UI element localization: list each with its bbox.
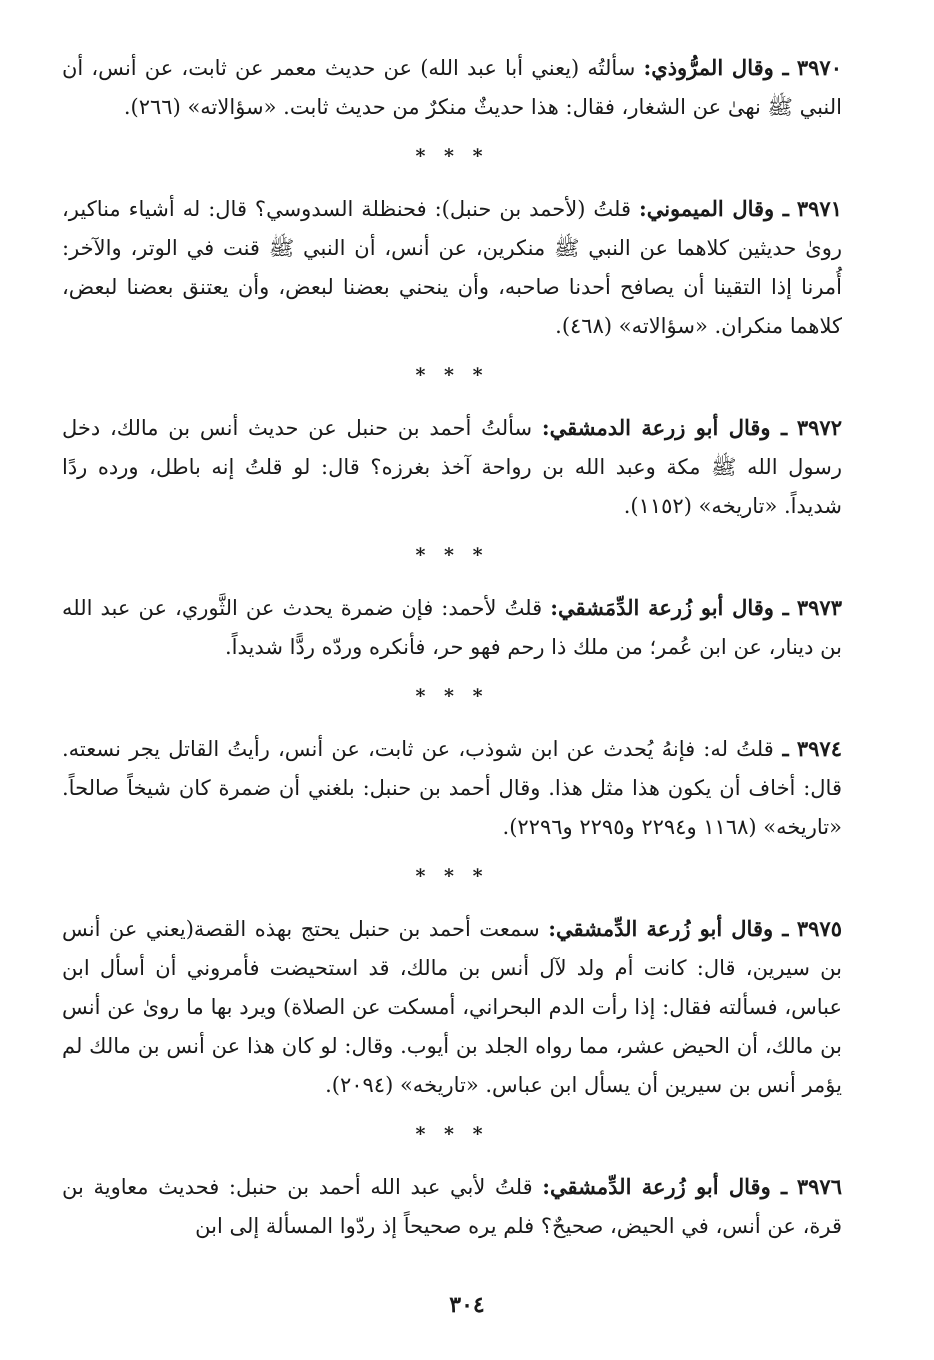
entry-number: ٣٩٧٥ [796, 916, 842, 941]
entry-3970: ٣٩٧٠ ـ وقال المرُّوذي: سألتُه (يعني أبا عبد الله) عن حديث معمر عن ثابت، عن أنس، أن النبي ﷺ نهىٰ عن الشغار، فقال: هذا حديثٌ منكرٌ من حديث ثابت. «سؤالاته» (٢٦٦). [62, 55, 842, 119]
entry-heading: وقال الميموني: [638, 196, 775, 221]
page-number: ٣٠٤ [449, 1292, 485, 1318]
entry-text: قلتُ (لأحمد بن حنبل): فحنظلة السدوسي؟ قال: له أشياء مناكير، روىٰ حديثين كلاهما عن النبي ﷺ منكرين، عن أنس، أن النبي ﷺ قنت في الوتر، والآخر: أُمرنا إذا التقينا أن يصافح أحدنا صاحبه، وأن ينحني بعضنا لبعض، وأن يعتنق بعضنا لبعض، كلاهما منكران. «سؤالاته» (٤٦٨). [62, 197, 842, 338]
entry-number: ٣٩٧٤ [796, 736, 842, 761]
page-body [62, 48, 842, 1338]
section-separator: * * * [415, 145, 489, 167]
section-separator: * * * [415, 364, 489, 386]
entry-3975: ٣٩٧٥ ـ وقال أبو زُرعة الدِّمشقي: سمعت أحمد بن حنبل يحتج بهذه القصة(يعني عن أنس بن سيرين، قال: كانت أم ولد لآل أنس بن مالك، قد استحيضت فأمروني أن أسأل ابن عباس، فسألته فقال: إذا رأت الدم البحراني، أمسكت عن الصلاة) ويرد بها ما روىٰ عن أنس بن مالك، أن الحيض عشر، مما رواه الجلد بن أيوب. وقال: لو كان هذا عن أنس بن مالك لم يؤمر أنس بن سيرين أن يسأل ابن عباس. «تاريخه» (٢٠٩٤). [62, 916, 842, 1097]
entry-heading: وقال أبو زُرعة الدِّمشقي: [548, 916, 774, 941]
entry-text: قلتُ لأحمد: فإن ضمرة يحدث عن الثَّوري، عن عبد الله بن دينار، عن ابن عُمر؛ من ملك ذا رحم فهو حر، فأنكره وردّه ردًّا شديداً. [62, 596, 842, 659]
entry-text: سمعت أحمد بن حنبل يحتج بهذه القصة(يعني عن أنس بن سيرين، قال: كانت أم ولد لآل أنس بن مالك، قد استحيضت فأمروني أن أسأل ابن عباس، فسألته فقال: إذا رأت الدم البحراني، أمسكت عن الصلاة) ويرد بها ما روىٰ عن أنس بن مالك، أن الحيض عشر، مما رواه الجلد بن أيوب. وقال: لو كان هذا عن أنس بن مالك لم يؤمر أنس بن سيرين أن يسأل ابن عباس. «تاريخه» (٢٠٩٤). [62, 917, 842, 1097]
entry-heading: وقال المرُّوذي: [643, 55, 774, 80]
entry-heading: وقال أبو زُرعة الدِّمَشقي: [550, 595, 774, 620]
entry-number: ٣٩٧٢ [796, 415, 842, 440]
entry-3974: ٣٩٧٤ ـ قلتُ له: فإنهُ يُحدث عن ابن شوذب، عن ثابت، عن أنس، رأيتُ القاتل يجر نسعته. قال: أخاف أن يكون هذا مثل هذا. وقال أحمد بن حنبل: بلغني أن ضمرة كان شيخاً صالحاً. «تاريخه» (١١٦٨ و٢٢٩٤ و٢٢٩٥ و٢٢٩٦). [62, 736, 842, 839]
entry-text: سألتُ أحمد بن حنبل عن حديث أنس بن مالك، دخل رسول الله ﷺ مكة وعبد الله بن رواحة آخذ بغرزه؟ قال: لو قلتُ إنه باطل، ورده ردًا شديداً. «تاريخه» (١١٥٢). [62, 416, 842, 518]
entry-heading: وقال أبو زُرعة الدِّمشقي: [542, 1174, 771, 1199]
entry-number: ٣٩٧٣ [796, 595, 842, 620]
entry-3973: ٣٩٧٣ ـ وقال أبو زُرعة الدِّمَشقي: قلتُ لأحمد: فإن ضمرة يحدث عن الثَّوري، عن عبد الله بن دينار، عن ابن عُمر؛ من ملك ذا رحم فهو حر، فأنكره وردّه ردًّا شديداً. [62, 595, 842, 659]
entry-text: قلتُ لأبي عبد الله أحمد بن حنبل: فحديث معاوية بن قرة، عن أنس، في الحيض، صحيحٌ؟ فلم يره صحيحاً إذ ردّوا المسألة إلى ابن [62, 1175, 842, 1238]
section-separator: * * * [415, 865, 489, 887]
entry-heading: وقال أبو زرعة الدمشقي: [541, 415, 771, 440]
entry-3976: ٣٩٧٦ ـ وقال أبو زُرعة الدِّمشقي: قلتُ لأبي عبد الله أحمد بن حنبل: فحديث معاوية بن قرة، عن أنس، في الحيض، صحيحٌ؟ فلم يره صحيحاً إذ ردّوا المسألة إلى ابن [62, 1174, 842, 1238]
section-separator: * * * [415, 685, 489, 707]
entry-3971: ٣٩٧١ ـ وقال الميموني: قلتُ (لأحمد بن حنبل): فحنظلة السدوسي؟ قال: له أشياء مناكير، روىٰ حديثين كلاهما عن النبي ﷺ منكرين، عن أنس، أن النبي ﷺ قنت في الوتر، والآخر: أُمرنا إذا التقينا أن يصافح أحدنا صاحبه، وأن ينحني بعضنا لبعض، وأن يعتنق بعضنا لبعض، كلاهما منكران. «سؤالاته» (٤٦٨). [62, 196, 842, 338]
entry-number: ٣٩٧٠ [796, 55, 842, 80]
entry-text: سألتُه (يعني أبا عبد الله) عن حديث معمر عن ثابت، عن أنس، أن النبي ﷺ نهىٰ عن الشغار، فقال: هذا حديثٌ منكرٌ من حديث ثابت. «سؤالاته» (٢٦٦). [62, 56, 842, 119]
entry-3972: ٣٩٧٢ ـ وقال أبو زرعة الدمشقي: سألتُ أحمد بن حنبل عن حديث أنس بن مالك، دخل رسول الله ﷺ مكة وعبد الله بن رواحة آخذ بغرزه؟ قال: لو قلتُ إنه باطل، ورده ردًا شديداً. «تاريخه» (١١٥٢). [62, 415, 842, 518]
entry-text: قلتُ له: فإنهُ يُحدث عن ابن شوذب، عن ثابت، عن أنس، رأيتُ القاتل يجر نسعته. قال: أخاف أن يكون هذا مثل هذا. وقال أحمد بن حنبل: بلغني أن ضمرة كان شيخاً صالحاً. «تاريخه» (١١٦٨ و٢٢٩٤ و٢٢٩٥ و٢٢٩٦). [62, 737, 842, 839]
entry-number: ٣٩٧٦ [796, 1174, 842, 1199]
section-separator: * * * [415, 1123, 489, 1145]
section-separator: * * * [415, 544, 489, 566]
entry-number: ٣٩٧١ [796, 196, 842, 221]
